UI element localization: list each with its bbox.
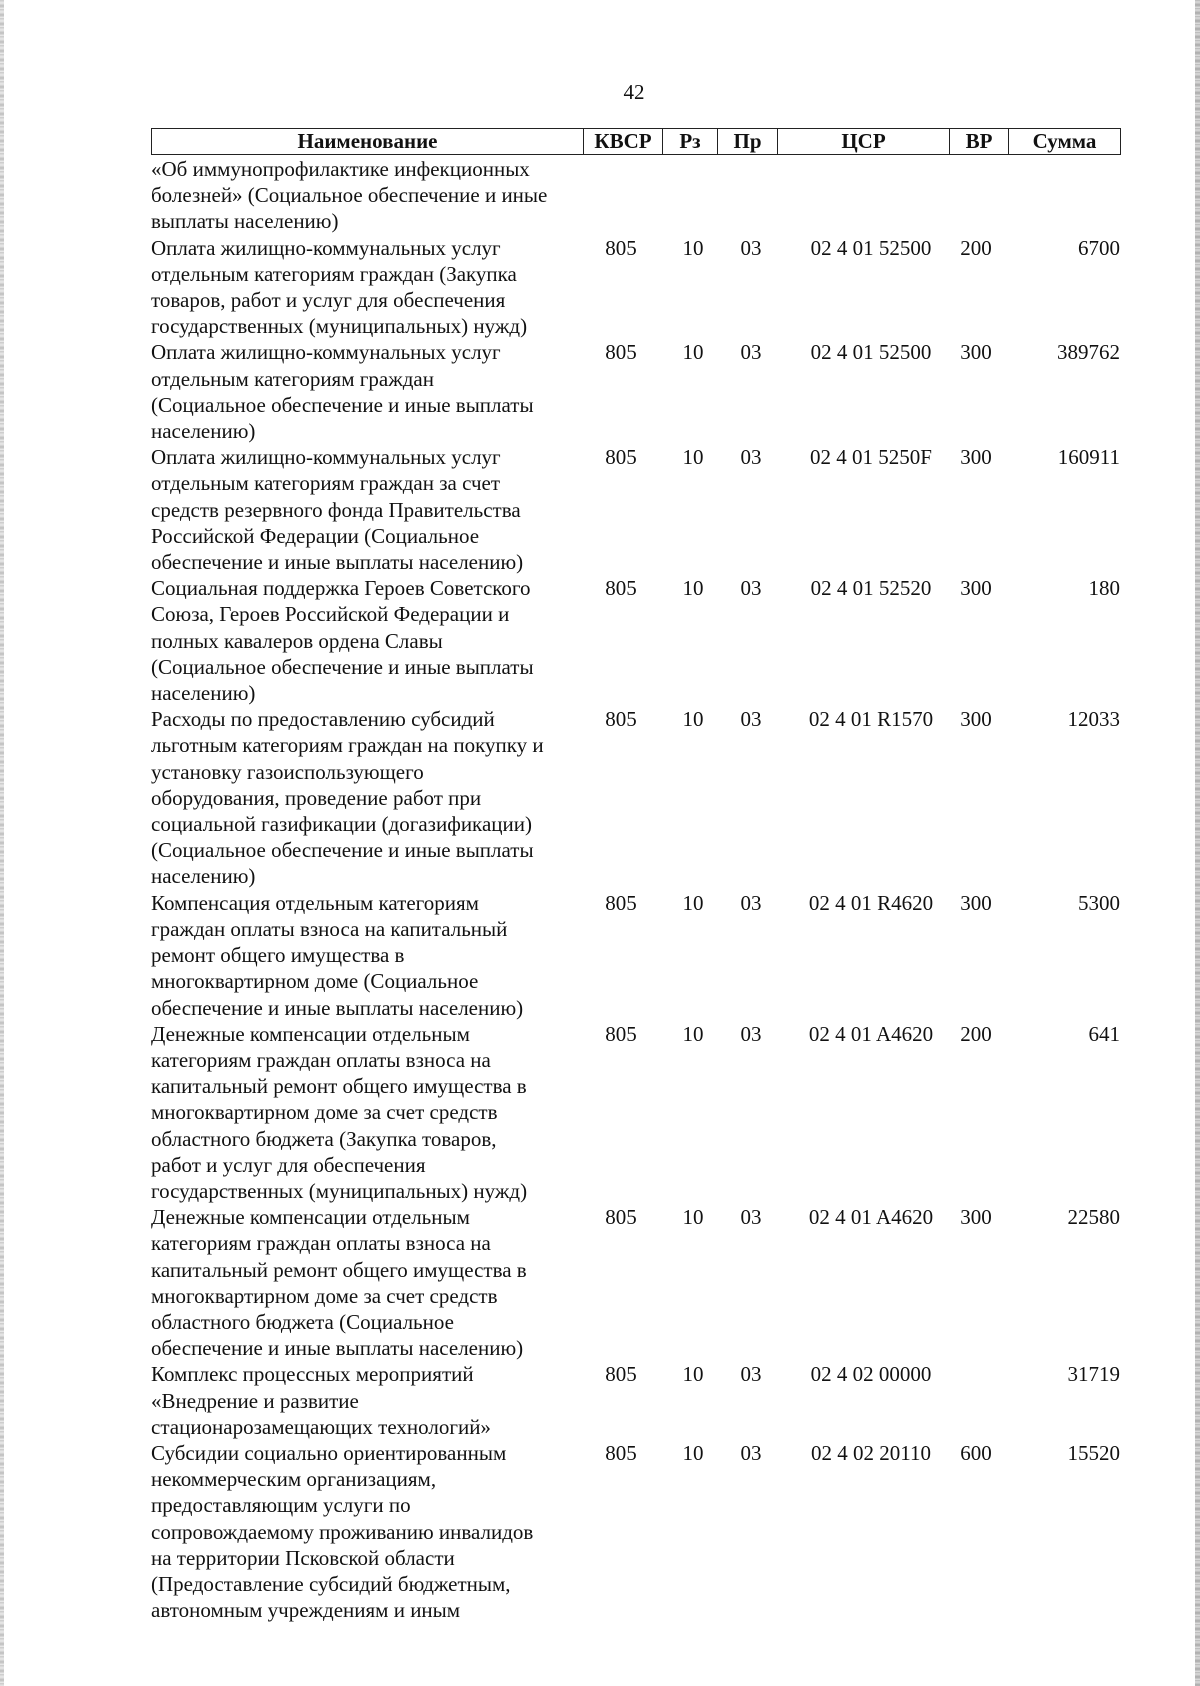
row-name: Оплата жилищно-коммунальных услуг отдельным категориям граждан за счет средств резервного фонда Правительства Российской Федерации (Социальное обеспечение и иные выплаты населению) (151, 445, 524, 575)
row-pr: 03 (740, 235, 762, 260)
row-vr: 600 (960, 1440, 992, 1465)
table-body (151, 156, 1121, 1623)
row-csr: 02 4 01 A4620 (808, 1021, 934, 1046)
row-name: Социальная поддержка Героев Советского Союза, Героев Российской Федерации и полных кавалеров ордена Славы (Социальное обеспечение и иные выплаты населению) (151, 576, 534, 706)
row-rz: 10 (682, 576, 704, 601)
table-row (151, 1440, 1121, 1623)
row-sum: 160911 (1057, 445, 1120, 470)
row-sum: 180 (1088, 576, 1120, 601)
row-sum: 12033 (1067, 707, 1120, 732)
table-header (151, 128, 1121, 156)
row-csr: 02 4 01 R1570 (808, 707, 934, 732)
row-csr: 02 4 01 52520 (810, 576, 932, 601)
row-rz: 10 (682, 1021, 704, 1046)
row-csr: 02 4 01 52500 (810, 340, 932, 365)
row-rz: 10 (682, 707, 704, 732)
row-kvsr: 805 (605, 707, 637, 732)
row-name: Комплекс процессных мероприятий «Внедрение и развитие стационарозамещающих технологий» (151, 1362, 491, 1439)
row-kvsr: 805 (605, 1205, 637, 1230)
row-sum: 31719 (1067, 1362, 1120, 1387)
table-row (151, 235, 1121, 340)
header-pr: Пр (717, 128, 778, 155)
row-name: Расходы по предоставлению субсидий льготным категориям граждан на покупку и установку газоиспользующего оборудования, проведение работ при социальной газификации (догазификации) (Социальное обеспечение и иные выплаты населению) (151, 707, 544, 889)
header-rz: Рз (662, 128, 718, 155)
table-row (151, 156, 1121, 235)
row-kvsr: 805 (605, 890, 637, 915)
row-rz: 10 (682, 1440, 704, 1465)
row-rz: 10 (682, 890, 704, 915)
table-row (151, 1204, 1121, 1361)
scan-edge-right (1195, 0, 1200, 1686)
row-vr: 300 (960, 340, 992, 365)
scan-edge-left (0, 0, 4, 1686)
row-pr: 03 (740, 340, 762, 365)
row-vr: 300 (960, 1205, 992, 1230)
row-rz: 10 (682, 235, 704, 260)
row-csr: 02 4 01 5250F (810, 445, 932, 470)
row-sum: 6700 (1078, 235, 1120, 260)
row-sum: 641 (1088, 1021, 1120, 1046)
header-kvsr: КВСР (583, 128, 663, 155)
page-number: 42 (623, 80, 645, 104)
row-name: Денежные компенсации отдельным категориям граждан оплаты взноса на капитальный ремонт общего имущества в многоквартирном доме за счет средств областного бюджета (Закупка товаров, работ и услуг для обеспечения государственных (муниципальных) нужд) (151, 1021, 528, 1203)
table-row (151, 339, 1121, 444)
row-csr: 02 4 01 52500 (810, 235, 932, 260)
header-vr: ВР (949, 128, 1009, 155)
row-kvsr: 805 (605, 235, 637, 260)
row-sum: 15520 (1067, 1440, 1120, 1465)
row-kvsr: 805 (605, 1362, 637, 1387)
row-rz: 10 (682, 1362, 704, 1387)
table-row (151, 706, 1121, 889)
row-rz: 10 (682, 340, 704, 365)
row-pr: 03 (740, 445, 762, 470)
row-kvsr: 805 (605, 1021, 637, 1046)
row-rz: 10 (682, 445, 704, 470)
row-kvsr: 805 (605, 445, 637, 470)
table-row (151, 575, 1121, 706)
row-sum: 22580 (1067, 1205, 1120, 1230)
row-name: «Об иммунопрофилактике инфекционных болезней» (Социальное обеспечение и иные выплаты населению) (151, 157, 548, 234)
row-pr: 03 (740, 890, 762, 915)
row-pr: 03 (740, 576, 762, 601)
table-row (151, 890, 1121, 1021)
row-vr: 300 (960, 576, 992, 601)
row-kvsr: 805 (605, 1440, 637, 1465)
row-vr: 300 (960, 707, 992, 732)
table-row (151, 1361, 1121, 1440)
row-name: Оплата жилищно-коммунальных услуг отдельным категориям граждан (Социальное обеспечение и иные выплаты населению) (151, 340, 534, 444)
row-csr: 02 4 02 00000 (810, 1362, 932, 1387)
row-vr: 300 (960, 445, 992, 470)
header-sum: Сумма (1008, 128, 1121, 155)
row-pr: 03 (740, 1205, 762, 1230)
row-sum: 5300 (1078, 890, 1120, 915)
row-name: Субсидии социально ориентированным некоммерческим организациям, предоставляющим услуги по сопровождаемому проживанию инвалидов на территории Псковской области (Предоставление субсидий бюджетным, автономным учреждениям и иным (151, 1440, 534, 1623)
table-row (151, 444, 1121, 575)
row-sum: 389762 (1057, 340, 1120, 365)
row-pr: 03 (740, 1021, 762, 1046)
row-csr: 02 4 01 A4620 (808, 1205, 934, 1230)
budget-table (151, 128, 1121, 1623)
row-csr: 02 4 02 20110 (811, 1440, 931, 1465)
row-kvsr: 805 (605, 576, 637, 601)
row-vr: 200 (960, 235, 992, 260)
row-vr: 300 (960, 890, 992, 915)
row-csr: 02 4 01 R4620 (808, 890, 934, 915)
table-row (151, 1021, 1121, 1204)
row-pr: 03 (740, 707, 762, 732)
row-name: Денежные компенсации отдельным категориям граждан оплаты взноса на капитальный ремонт общего имущества в многоквартирном доме за счет средств областного бюджета (Социальное обеспечение и иные выплаты населению) (151, 1205, 527, 1361)
header-name: Наименование (151, 128, 584, 155)
header-csr: ЦСР (777, 128, 950, 155)
row-vr: 200 (960, 1021, 992, 1046)
row-name: Компенсация отдельным категориям граждан оплаты взноса на капитальный ремонт общего имущества в многоквартирном доме (Социальное обеспечение и иные выплаты населению) (151, 890, 524, 1020)
row-rz: 10 (682, 1205, 704, 1230)
row-kvsr: 805 (605, 340, 637, 365)
row-name: Оплата жилищно-коммунальных услуг отдельным категориям граждан (Закупка товаров, работ и услуг для обеспечения государственных (муниципальных) нужд) (151, 235, 528, 339)
row-pr: 03 (740, 1440, 762, 1465)
row-pr: 03 (740, 1362, 762, 1387)
